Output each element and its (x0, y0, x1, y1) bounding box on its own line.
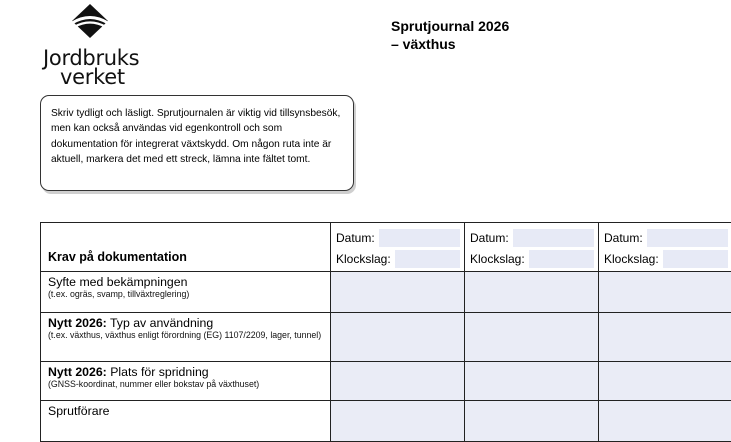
time-label: Klockslag: (336, 251, 391, 266)
entry-cell[interactable] (599, 362, 731, 400)
row-hint: (t.ex. växthus, växthus enligt förordning (EG) 1107/2209, lager, tunnel) (48, 330, 322, 340)
entry-cell[interactable] (465, 362, 599, 400)
row-label (41, 272, 331, 312)
session-header-2 (465, 223, 599, 271)
entry-cell[interactable] (599, 313, 731, 361)
logo-text-line1: Jordbruks (43, 46, 140, 70)
row-hint: (t.ex. ogräs, svamp, tillväxtreglering) (48, 289, 190, 299)
time-input[interactable] (529, 250, 594, 268)
logo-text-line2: verket (60, 65, 125, 89)
row-label (41, 401, 331, 441)
time-input[interactable] (663, 250, 728, 268)
title-line-1: Sprutjournal 2026 (391, 18, 510, 34)
document-title (391, 17, 509, 53)
entry-cell[interactable] (465, 401, 599, 441)
table-row (41, 401, 731, 442)
title-line-2: – växthus (391, 36, 456, 52)
time-input[interactable] (395, 250, 460, 268)
jordbruksverket-logo (38, 4, 148, 89)
row-title: Nytt 2026: Typ av användning (48, 316, 214, 330)
time-label: Klockslag: (470, 251, 525, 266)
table-row (41, 272, 731, 313)
date-input[interactable] (379, 229, 460, 247)
entry-cell[interactable] (599, 272, 731, 312)
date-label: Datum: (470, 230, 509, 245)
row-title: Nytt 2026: Plats för spridning (48, 365, 209, 379)
row-title: Sprutförare (48, 404, 110, 418)
table-header-row (41, 223, 731, 272)
diamond-logo-icon (70, 4, 110, 44)
time-label: Klockslag: (604, 251, 659, 266)
entry-cell[interactable] (465, 272, 599, 312)
row-hint: (GNSS-koordinat, nummer eller bokstav på växthuset) (48, 379, 260, 389)
date-input[interactable] (647, 229, 728, 247)
session-header-3 (599, 223, 731, 271)
entry-cell[interactable] (331, 313, 465, 361)
instructions-box: Skriv tydligt och läsligt. Sprutjournalen är viktig vid tillsynsbesök, men kan också användas vid egenkontroll och som dokumentation för integrerat växtskydd. Om någon ruta inte är aktuell, markera det med ett streck, lämna inte fältet tomt. (40, 95, 354, 191)
session-header-1 (331, 223, 465, 271)
entry-cell[interactable] (331, 272, 465, 312)
row-label (41, 362, 331, 400)
header-label: Krav på dokumentation (41, 223, 331, 271)
date-label: Datum: (336, 230, 375, 245)
row-label (41, 313, 331, 361)
entry-cell[interactable] (331, 362, 465, 400)
table-row (41, 362, 731, 401)
table-row (41, 313, 731, 362)
row-title: Syfte med bekämpningen (48, 275, 188, 289)
date-label: Datum: (604, 230, 643, 245)
date-input[interactable] (513, 229, 594, 247)
entry-cell[interactable] (465, 313, 599, 361)
documentation-table (40, 222, 731, 442)
entry-cell[interactable] (331, 401, 465, 441)
entry-cell[interactable] (599, 401, 731, 441)
